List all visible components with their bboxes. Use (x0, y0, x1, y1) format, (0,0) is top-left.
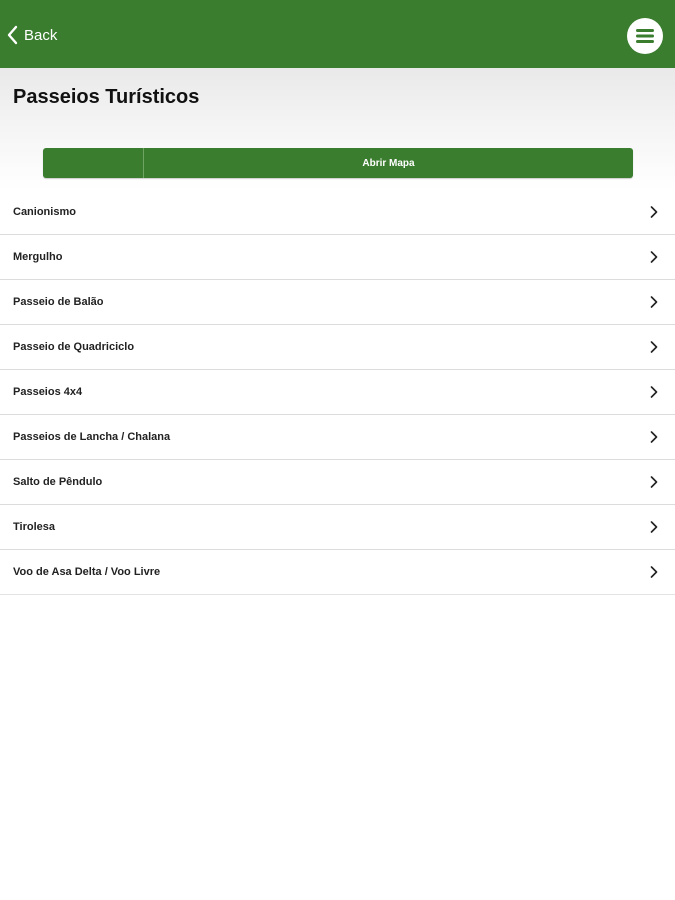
list-item-label: Tirolesa (13, 521, 55, 533)
list-item-voo-de-asa-delta[interactable] (0, 550, 675, 595)
chevron-right-icon (650, 341, 658, 353)
list-item-label: Salto de Pêndulo (13, 476, 103, 488)
list-item-mergulho[interactable] (0, 235, 675, 280)
chevron-right-icon (650, 476, 658, 488)
chevron-right-icon (650, 431, 658, 443)
list-item-salto-de-pendulo[interactable] (0, 460, 675, 505)
list-item-label: Passeio de Balão (13, 296, 104, 308)
list-item-label: Canionismo (13, 206, 76, 218)
back-label: Back (24, 26, 58, 44)
list-item-label: Passeios de Lancha / Chalana (13, 431, 171, 443)
list-item-passeios-4x4[interactable] (0, 370, 675, 415)
hamburger-menu-icon (636, 28, 654, 44)
list-item-passeios-de-lancha[interactable] (0, 415, 675, 460)
header-area (0, 68, 675, 190)
list-item-canionismo[interactable] (0, 190, 675, 235)
chevron-right-icon (650, 251, 658, 263)
chevron-right-icon (650, 386, 658, 398)
open-map-button[interactable]: Abrir Mapa (362, 157, 415, 169)
list-item-label: Passeios 4x4 (13, 386, 83, 398)
back-button[interactable] (6, 20, 57, 50)
list-item-passeio-de-quadriciclo[interactable] (0, 325, 675, 370)
segmented-control (43, 148, 633, 178)
list-item-label: Voo de Asa Delta / Voo Livre (13, 566, 161, 578)
chevron-right-icon (650, 206, 658, 218)
menu-button[interactable] (627, 18, 663, 54)
segment-left[interactable] (43, 148, 144, 178)
navigation-bar (0, 0, 675, 68)
list-item-tirolesa[interactable] (0, 505, 675, 550)
list-item-label: Passeio de Quadriciclo (13, 341, 135, 353)
chevron-right-icon (650, 296, 658, 308)
chevron-right-icon (650, 566, 658, 578)
chevron-right-icon (650, 521, 658, 533)
list-item-label: Mergulho (13, 251, 63, 263)
page-title: Passeios Turísticos (13, 86, 200, 108)
chevron-left-icon (6, 25, 18, 45)
activity-list (0, 190, 675, 595)
list-item-passeio-de-balao[interactable] (0, 280, 675, 325)
